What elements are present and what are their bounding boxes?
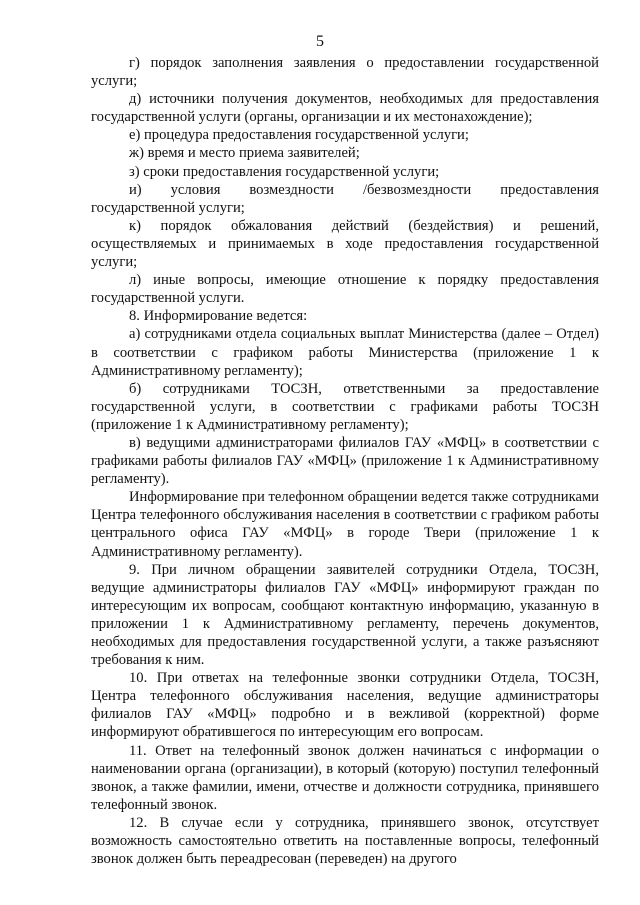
document-body: [91, 54, 599, 868]
paragraph-item-zh: ж) время и место приема заявителей;: [129, 145, 360, 162]
paragraph-section-8: 8. Информирование ведется:: [129, 308, 308, 325]
paragraph-section-12: 12. В случае если у сотрудника, принявшего звонок, отсутствует возможность самостоятельно ответить на поставленные вопросы, телефонный звонок должен быть переадресован (переведен) на другого: [91, 814, 599, 868]
paragraph-item-z: з) сроки предоставления государственной услуги;: [129, 163, 440, 180]
page-number: 5: [316, 33, 324, 50]
paragraph-phone-informing: Информирование при телефонном обращении ведется также сотрудниками Центра телефонного обслуживания населения в соответствии с графиком работы центрального офиса ГАУ «МФЦ» в городе Твери (приложение 1 к Административному регламенту).: [91, 489, 599, 560]
paragraph-item-e: е) процедура предоставления государственной услуги;: [129, 127, 469, 144]
paragraph-item-a: а) сотрудниками отдела социальных выплат Министерства (далее – Отдел) в соответствии с графиком работы Министерства (приложение 1 к Административному регламенту);: [91, 326, 599, 379]
paragraph-item-g: г) порядок заполнения заявления о предоставлении государственной услуги;: [91, 55, 599, 90]
paragraph-item-d: д) источники получения документов, необходимых для предоставления государственной услуги (органы, организации и их местонахождение);: [91, 91, 599, 126]
paragraph-item-i: и) условия возмездности /безвозмездности предоставления государственной услуги;: [91, 181, 599, 216]
paragraph-item-b: б) сотрудниками ТОСЗН, ответственными за предоставление государственной услуги, в соответствии с графиками работы ТОСЗН (приложение 1 к Административному регламенту);: [91, 380, 599, 433]
paragraph-section-10: 10. При ответах на телефонные звонки сотрудники Отдела, ТОСЗН, Центра телефонного обслуживания населения, ведущие администраторы филиалов ГАУ «МФЦ» подробно и в вежливой (корректной) форме информируют обратившегося по интересующим его вопросам.: [91, 670, 599, 741]
paragraph-section-9: 9. При личном обращении заявителей сотрудники Отдела, ТОСЗН, ведущие администраторы филиалов ГАУ «МФЦ» информируют граждан по интересующим их вопросам, сообщают контактную информацию, указанную в приложении 1 к Административному регламенту, перечень документов, необходимых для предоставления государственной услуги, а также разъясняют требования к ним.: [91, 561, 599, 669]
paragraph-item-k: к) порядок обжалования действий (бездействия) и решений, осуществляемых и принимаемых в ходе предоставления государственной услуги;: [91, 217, 599, 271]
paragraph-section-11: 11. Ответ на телефонный звонок должен начинаться с информации о наименовании органа (организации), в который (которую) поступил телефонный звонок, а также фамилии, имени, отчестве и должности сотрудника, принявшего телефонный звонок.: [91, 742, 599, 813]
paragraph-item-v: в) ведущими администраторами филиалов ГАУ «МФЦ» в соответствии с графиками работы филиалов ГАУ «МФЦ» (приложение 1 к Административному регламенту).: [91, 434, 599, 488]
paragraph-item-l: л) иные вопросы, имеющие отношение к порядку предоставления государственной услуги.: [91, 272, 599, 307]
